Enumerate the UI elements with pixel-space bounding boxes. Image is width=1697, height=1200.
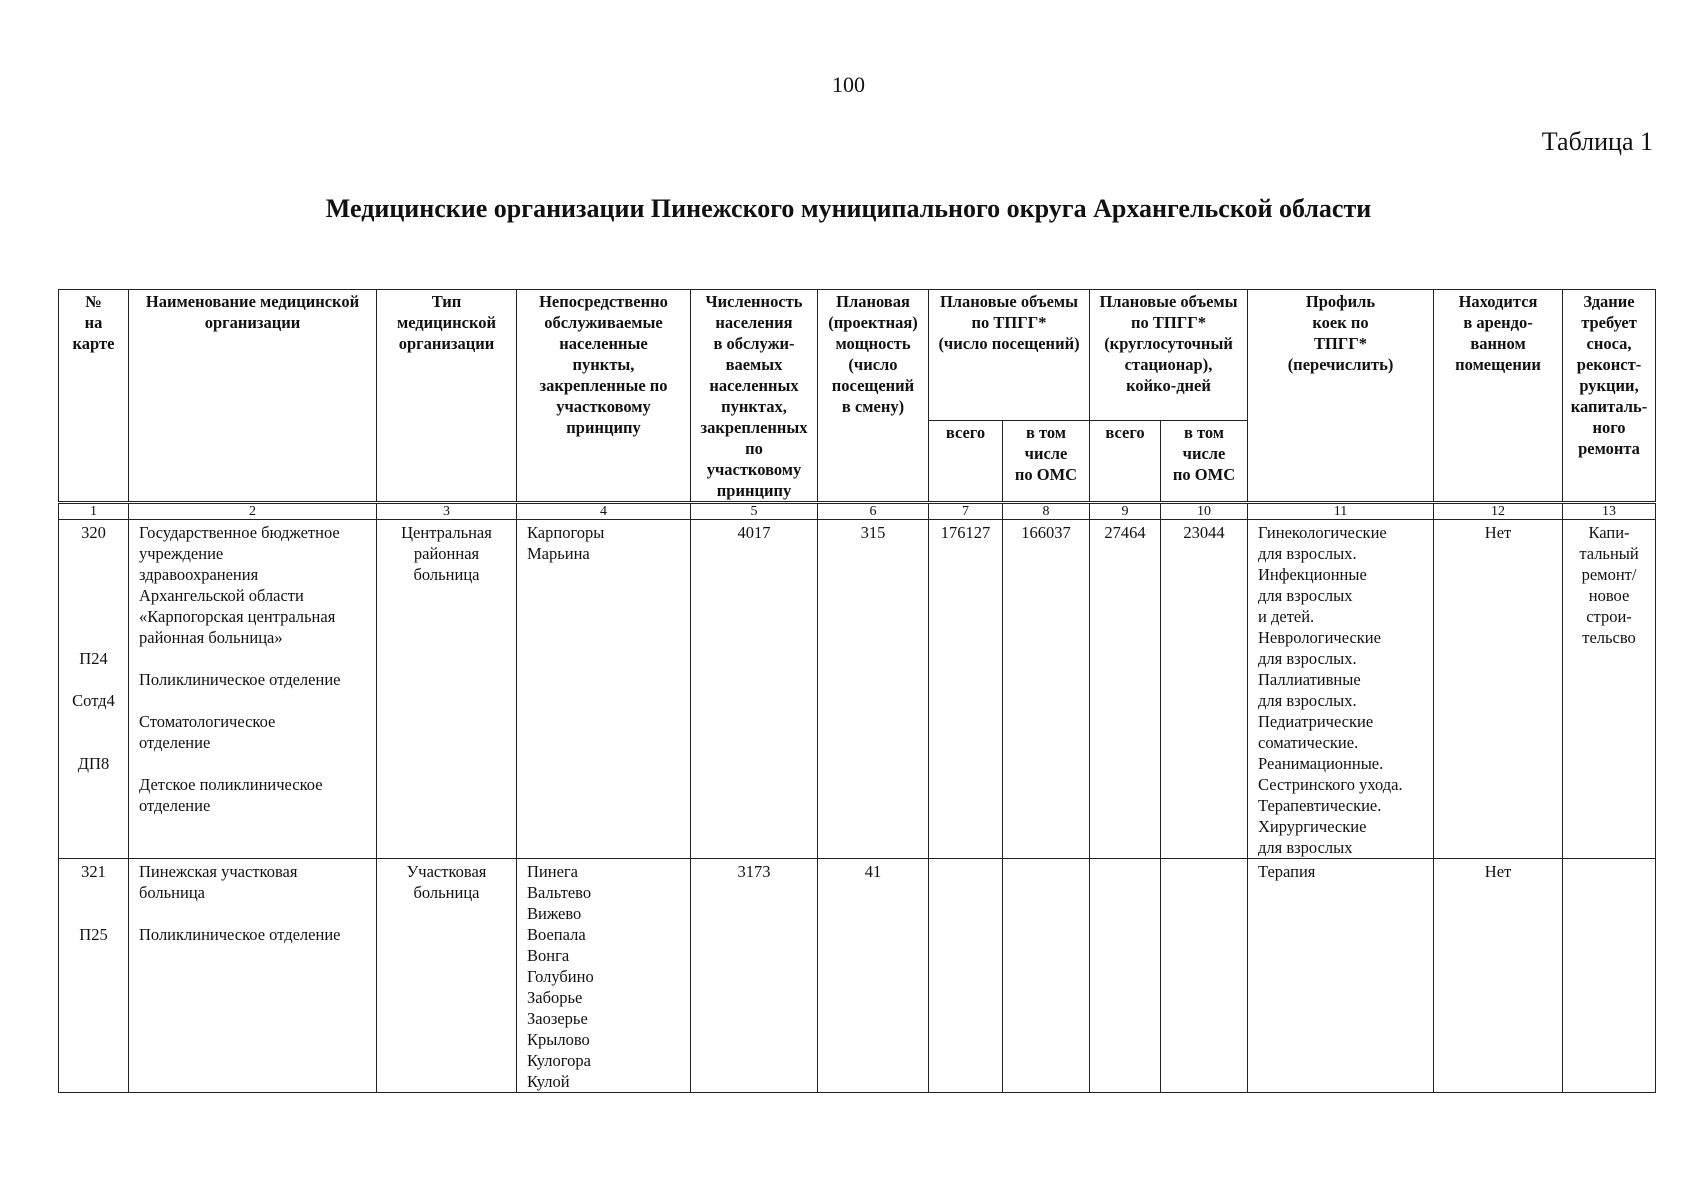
page-number: 100 [832,72,865,97]
visits-oms: 166037 [1003,520,1090,859]
org-name-cell [129,859,377,1093]
org-type: Участковая больница [377,859,517,1093]
rented: Нет [1434,520,1563,859]
visits-total: 176127 [929,520,1003,859]
header-population: Численность населения в обслужи- ваемых населенных пунктах, закрепленных по участковому принципу [691,290,818,503]
org-name: Детское поликлиническое отделение [139,775,323,815]
org-name: Поликлиническое отделение [139,670,341,689]
column-number: 5 [691,503,818,520]
map-number: Сотд4 [72,691,115,710]
column-number: 6 [818,503,929,520]
header-beddays-oms: в том числе по ОМС [1161,421,1248,503]
header-planned-beddays: Плановые объемы по ТПГГ* (круглосуточный стационар), койко-дней [1090,290,1248,421]
visits-oms [1003,859,1090,1093]
column-number: 9 [1090,503,1161,520]
repair-needed [1563,859,1656,1093]
column-number: 12 [1434,503,1563,520]
header-settlements: Непосредственно обслуживаемые населенные пункты, закрепленные по участковому принципу [517,290,691,503]
population: 4017 [691,520,818,859]
header-visits-oms: в том числе по ОМС [1003,421,1090,503]
map-number-cell [59,520,129,859]
map-number: П24 [79,649,108,668]
repair-needed: Капи- тальный ремонт/ новое строи- тельсво [1563,520,1656,859]
column-number-row [59,503,1656,520]
capacity: 315 [818,520,929,859]
visits-total [929,859,1003,1093]
beddays-total: 27464 [1090,520,1161,859]
column-number: 1 [59,503,129,520]
table-row [59,520,1656,859]
header-bed-profile: Профиль коек по ТПГГ* (перечислить) [1248,290,1434,503]
org-type: Центральная районная больница [377,520,517,859]
column-number: 11 [1248,503,1434,520]
bed-profile: Гинекологические для взрослых. Инфекционные для взрослых и детей. Неврологические для взрослых. Паллиативные для взрослых. Педиатрические соматические. Реанимационные. Сестринского ухода. Терапевтические. Хирургические для взрослых [1248,520,1434,859]
column-number: 2 [129,503,377,520]
header-beddays-total: всего [1090,421,1161,503]
table-row [59,859,1656,1093]
header-org-type: Тип медицинской организации [377,290,517,503]
map-number: П25 [79,925,108,944]
column-number: 4 [517,503,691,520]
header-map-number: № на карте [59,290,129,503]
column-number: 7 [929,503,1003,520]
header-visits-total: всего [929,421,1003,503]
org-name-cell [129,520,377,859]
map-number: 320 [81,523,106,542]
beddays-oms [1161,859,1248,1093]
column-number: 3 [377,503,517,520]
column-number: 13 [1563,503,1656,520]
beddays-total [1090,859,1161,1093]
column-number: 8 [1003,503,1090,520]
map-number-cell [59,859,129,1093]
header-capacity: Плановая (проектная) мощность (число посещений в смену) [818,290,929,503]
org-name: Государственное бюджетное учреждение здравоохранения Архангельской области «Карпогорская центральная районная больница» [139,523,340,647]
capacity: 41 [818,859,929,1093]
rented: Нет [1434,859,1563,1093]
column-number: 10 [1161,503,1248,520]
organizations-table [58,289,1656,1093]
header-rented: Находится в арендо- ванном помещении [1434,290,1563,503]
bed-profile: Терапия [1248,859,1434,1093]
settlements: Пинега Вальтево Вижево Воепала Вонга Голубино Заборье Заозерье Крылово Кулогора Кулой [517,859,691,1093]
table-label: Таблица 1 [1541,127,1653,156]
map-number: 321 [81,862,106,881]
org-name: Стоматологическое отделение [139,712,276,752]
map-number: ДП8 [77,754,110,773]
header-org-name: Наименование медицинской организации [129,290,377,503]
org-name: Поликлиническое отделение [139,925,341,944]
header-repair: Здание требует сноса, реконст- рукции, капиталь- ного ремонта [1563,290,1656,503]
settlements: Карпогоры Марьина [517,520,691,859]
beddays-oms: 23044 [1161,520,1248,859]
org-name: Пинежская участковая больница [139,862,298,902]
header-planned-visits: Плановые объемы по ТПГГ* (число посещений) [929,290,1090,421]
document-title: Медицинские организации Пинежского муниципального округа Архангельской области [325,194,1372,223]
header-row [59,290,1656,421]
population: 3173 [691,859,818,1093]
